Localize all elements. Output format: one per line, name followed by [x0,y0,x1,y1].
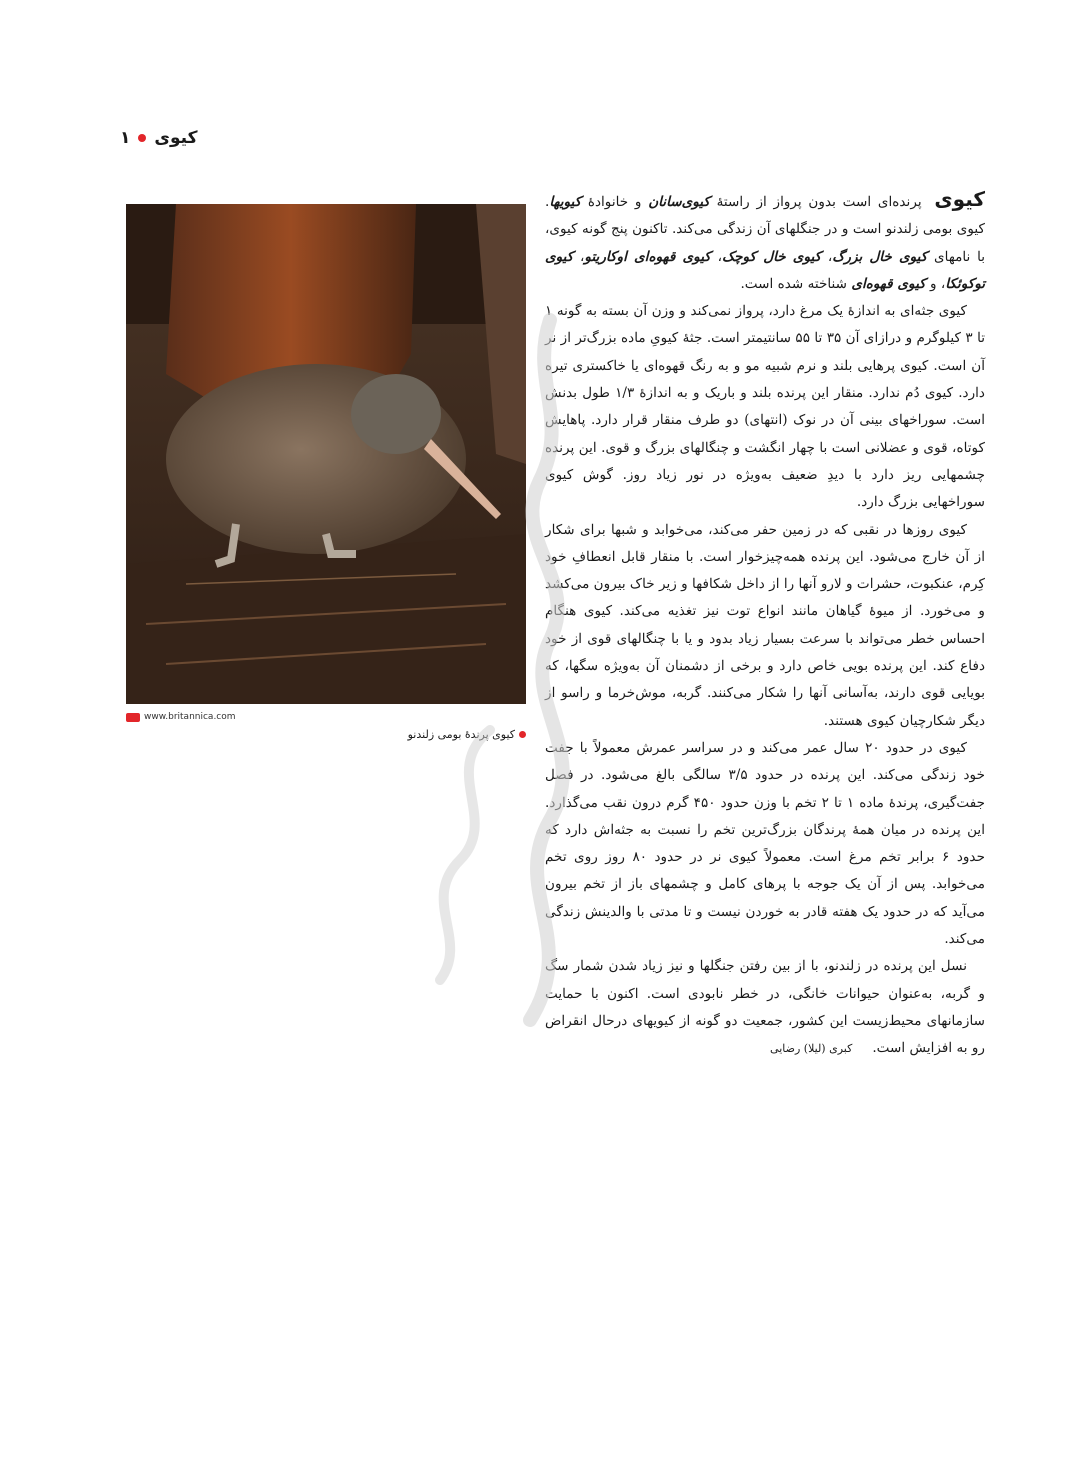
britannica-logo-icon [126,713,140,722]
paragraph-text: کیوی جثه‌ای به اندازۀ یک مرغ دارد، پرواز نمی‌کند و وزن آن بسته به گونه ۱ تا ۳ کیلوگرم و درازای آن ۳۵ تا ۵۵ سانتیمتر است. جثۀ کیویِ ماده بزرگ‌تر از نر آن است. کیوی پرهایی بلند و نرم شبیه مو و به رنگ قهوه‌ای یا خاکستری تیره دارد. کیوی دُم ندارد. منقار این پرنده بلند و باریک و به اندازۀ ۱/۳ طول بدنش است. سوراخهای بینی آن در نوک (انتهای) دو طرف منقار قرار دارد. پاهایش کوتاه، قوی و عضلانی است با چهار انگشت و چنگالهای بزرگ و قوی. این پرنده چشمهایی ریز دارد با دیدِ ضعیف به‌ویژه در نور زیاد روز. گوش کیوی سوراخهایی بزرگ دارد. [545,303,985,511]
photo-credit [126,711,326,723]
kiwi-photo [126,204,526,704]
term-tokoeka-kiwi: کیوی توکوئکا [545,248,985,292]
text-run: شناخته شده است. [740,275,848,292]
page-number: ۱ [120,128,131,148]
bullet-dot-icon [138,134,146,142]
article-paragraph-5 [545,953,985,1062]
text-run: ، [827,248,833,265]
article-paragraph-2 [545,298,985,516]
article-paragraph-1 [545,186,985,298]
term-great-spotted-kiwi: کیوی خال بزرگ [832,248,928,265]
term-kiwi-family: کیویها [549,194,582,210]
text-run: ، و [929,275,946,292]
article-paragraph-4 [545,735,985,953]
text-run: و خانوادۀ [587,194,642,210]
term-okarito-kiwi: کیوی قهوه‌ای اوکاریتو [584,248,711,265]
paragraph-text: نسل این پرنده در زلندنو، با از بین رفتن جنگلها و نیز زیاد شدن شمار سگ و گربه، به‌عنوان حیوانات خانگی، در خطر نابودی است. اکنون با حمایت سازمانهای محیط‌زیست این کشور، جمعیت دو گونه از کیویهای در‌حال انقراض رو به افزایش است. [545,958,985,1057]
term-little-spotted-kiwi: کیوی خال کوچک [721,248,822,265]
article-paragraph-3 [545,517,985,735]
figure-caption-text: کیوی پرندۀ بومی زلندنو [407,727,515,741]
photo-credit-text: www.britannica.com [144,712,236,722]
term-kiwi-order: کیوی‌سانان [648,194,710,210]
caption-bullet-icon [519,731,526,738]
article-body [545,186,985,1286]
author-credit: کبری (لیلا) رضایی [770,1042,853,1056]
running-head [120,126,220,150]
paragraph-text: کیوی روزها در نقبی که در زمین حفر می‌کند، می‌خوابد و شبها برای شکار از آن خارج می‌شود. این پرنده همه‌چیزخوار است. با منقار قابل انعطافِ خود کِرم، عنکبوت، حشرات و لارو آنها را از داخل شکافها و زیر خاک بیرون می‌کشد و می‌خورد. از میوۀ گیاهان مانند انواع توت نیز تغذیه می‌کند. کیوی هنگام احساس خطر می‌تواند با سرعت بسیار زیاد بدود و یا با چنگالهای قوی از خود دفاع کند. این پرنده بویی خاص دارد و برخی از دشمنان آن به‌ویژه سگها، که بویایی قوی دارند، به‌آسانی آنها را شکار می‌کنند. گربه، موش‌خرما و راسو از دیگر شکارچیان کیوی هستند. [545,521,985,729]
text-run: . کیوی بومی زلندنو است و در جنگلهای آن زندگی می‌کند. تاکنون پنج گونه کیوی، با نامهای [545,194,985,265]
term-brown-kiwi: کیوی قهوه‌ای [851,275,926,292]
text-run: ، [580,248,585,265]
text-run: پرنده‌ای است بدون پرواز از راستۀ [716,194,922,210]
figure-caption [326,726,526,742]
paragraph-text: کیوی در حدود ۲۰ سال عمر می‌کند و در سراسر عمرش معمولاً با جفت خود زندگی می‌کند. این پرنده در حدود ۳/۵ سالگی بالغ می‌شود. در فصل جفت‌گیری، پرندۀ ماده ۱ تا ۲ تخم با وزن حدود ۴۵۰ گرم درون نقب می‌گذارد. این پرنده در میان همۀ پرندگان بزرگ‌ترین تخم را نسبت به جثه‌اش دارد که حدود ۶ برابر تخم مرغ است. معمولاً کیوی نر در حدود ۸۰ روز روی تخم می‌خوابد. پس از آن یک جوجه با پرهای کامل و چشمهای باز از تخم بیرون می‌آید که در حدود یک هفته قادر به خوردن نیست و تا مدتی با والدینش زندگی می‌کند. [545,739,986,948]
entry-headword: کیوی [934,187,986,211]
text-run: ، [717,248,722,265]
running-head-title: کیوی [154,128,198,148]
